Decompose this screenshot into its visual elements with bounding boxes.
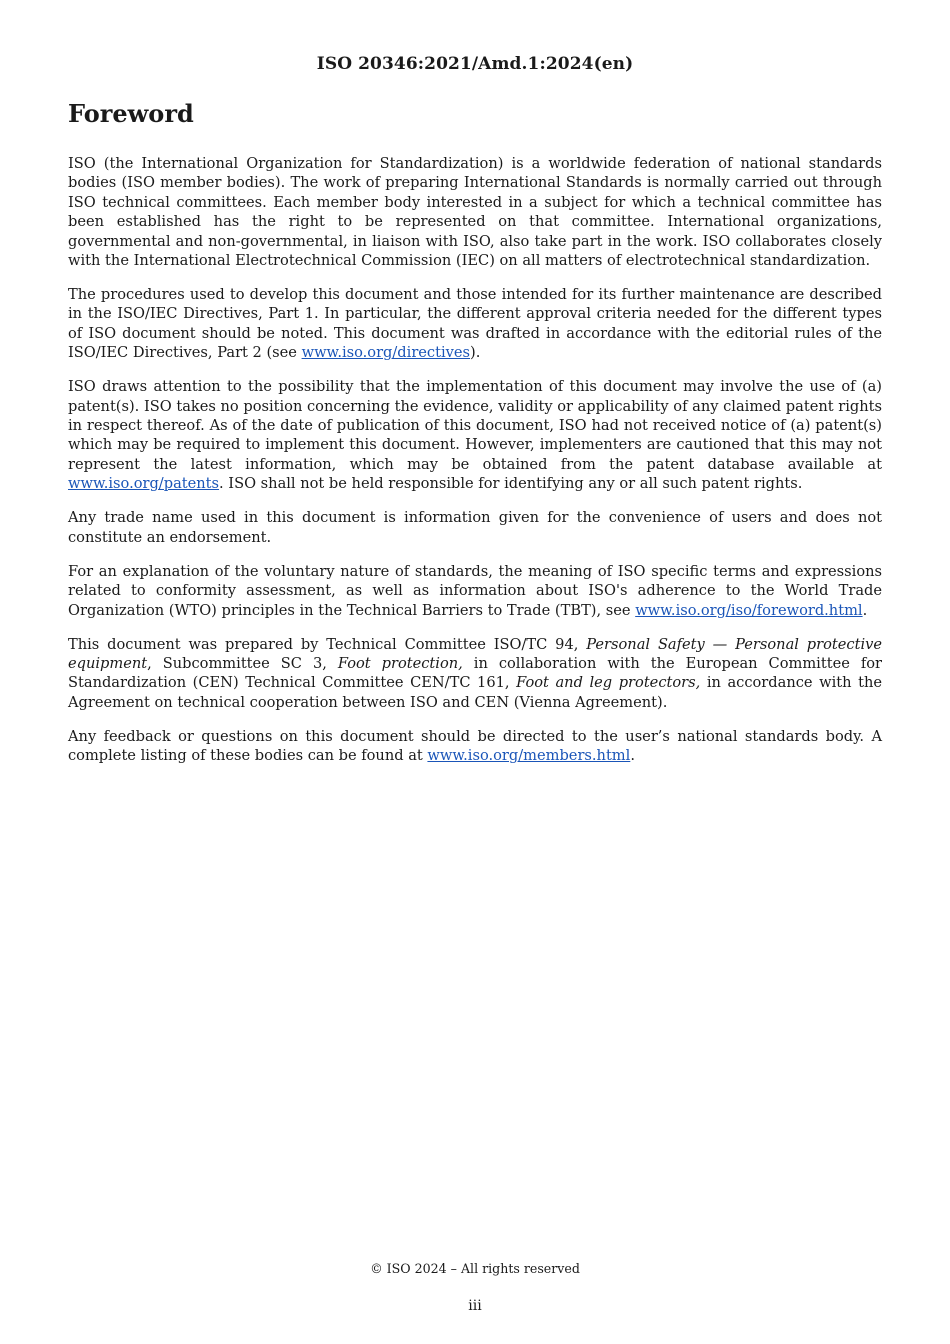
foreword-body (68, 154, 882, 780)
page-number: iii (468, 1298, 482, 1314)
paragraph-text: ISO (the International Organization for Standardization) is a worldwide federation of national standards bodies (ISO member bodies). The work of preparing International Standards is normally carried out through ISO technical committees. Each member body interested in a subject for which a technical committee has been established has the right to be represented on that committee. International organizations, governmental and non-governmental, in liaison with ISO, also take part in the work. ISO collaborates closely with the International Electrotechnical Commission (IEC) on all matters of electrotechnical standardization. (68, 155, 882, 270)
paragraph-text: Any feedback or questions on this document should be directed to the user’s national standards body. A complete listing of these bodies can be found at (68, 727, 882, 765)
paragraph-text: For an explanation of the voluntary nature of standards, the meaning of ISO specific terms and expressions related to conformity assessment, as well as information about ISO's adherence to the World Trade Organization (WTO) principles in the Technical Barriers to Trade (TBT), see (68, 562, 882, 619)
paragraph-text: , Subcommittee SC 3, (147, 654, 338, 672)
directives-link[interactable]: www.iso.org/directives (301, 344, 471, 362)
paragraph-patents (68, 377, 882, 493)
paragraph-text: in collaboration with the European Committee for Standardization (CEN) Technical Committee CEN/TC 161, (68, 654, 883, 692)
members-link[interactable]: www.iso.org/members.html (427, 747, 631, 765)
paragraph-text: in accordance with the Agreement on technical cooperation between ISO and CEN (Vienna Agreement). (68, 674, 882, 711)
foreword-link[interactable]: www.iso.org/iso/foreword.html (635, 601, 863, 619)
paragraph-text: ISO draws attention to the possibility that the implementation of this document may involve the use of (a) patent(s). ISO takes no position concerning the evidence, validity or applicability of any claimed patent rights in respect thereof. As of the date of publication of this document, ISO had not received notice of (a) patent(s) which may be required to implement this document. However, implementers are cautioned that this may not represent the latest information, which may be obtained from the patent database available at (68, 378, 882, 473)
paragraph-text: This document was prepared by Technical Committee ISO/TC 94, (68, 635, 587, 653)
paragraph-text: ). (470, 344, 481, 362)
copyright-footer: © ISO 2024 – All rights reserved (370, 1261, 580, 1276)
cen-committee-title: Foot and leg protectors, (516, 674, 701, 692)
paragraph-prepared-by (68, 635, 882, 713)
paragraph-text: . ISO shall not be held responsible for identifying any or all such patent rights. (219, 475, 803, 493)
subcommittee-title: Foot protection, (337, 654, 463, 672)
paragraph-text: . (630, 747, 635, 765)
document-id-header: ISO 20346:2021/Amd.1:2024(en) (316, 54, 634, 74)
patents-link[interactable]: www.iso.org/patents (68, 475, 220, 493)
paragraph-feedback (68, 727, 882, 766)
paragraph-procedures (68, 285, 882, 363)
section-title: Foreword (68, 99, 194, 128)
paragraph-trade-name (68, 508, 882, 547)
committee-title: Personal Safety — Personal protective equipment (68, 635, 882, 672)
paragraph-voluntary-nature (68, 562, 882, 620)
paragraph-text: The procedures used to develop this document and those intended for its further maintenance are described in the ISO/IEC Directives, Part 1. In particular, the different approval criteria needed for the different types of ISO document should be noted. This document was drafted in accordance with the editorial rules of the ISO/IEC Directives, Part 2 (see (68, 286, 882, 362)
paragraph-iso-intro (68, 154, 882, 270)
paragraph-text: Any trade name used in this document is information given for the convenience of users and does not constitute an endorsement. (68, 509, 882, 546)
paragraph-text: . (862, 601, 868, 619)
